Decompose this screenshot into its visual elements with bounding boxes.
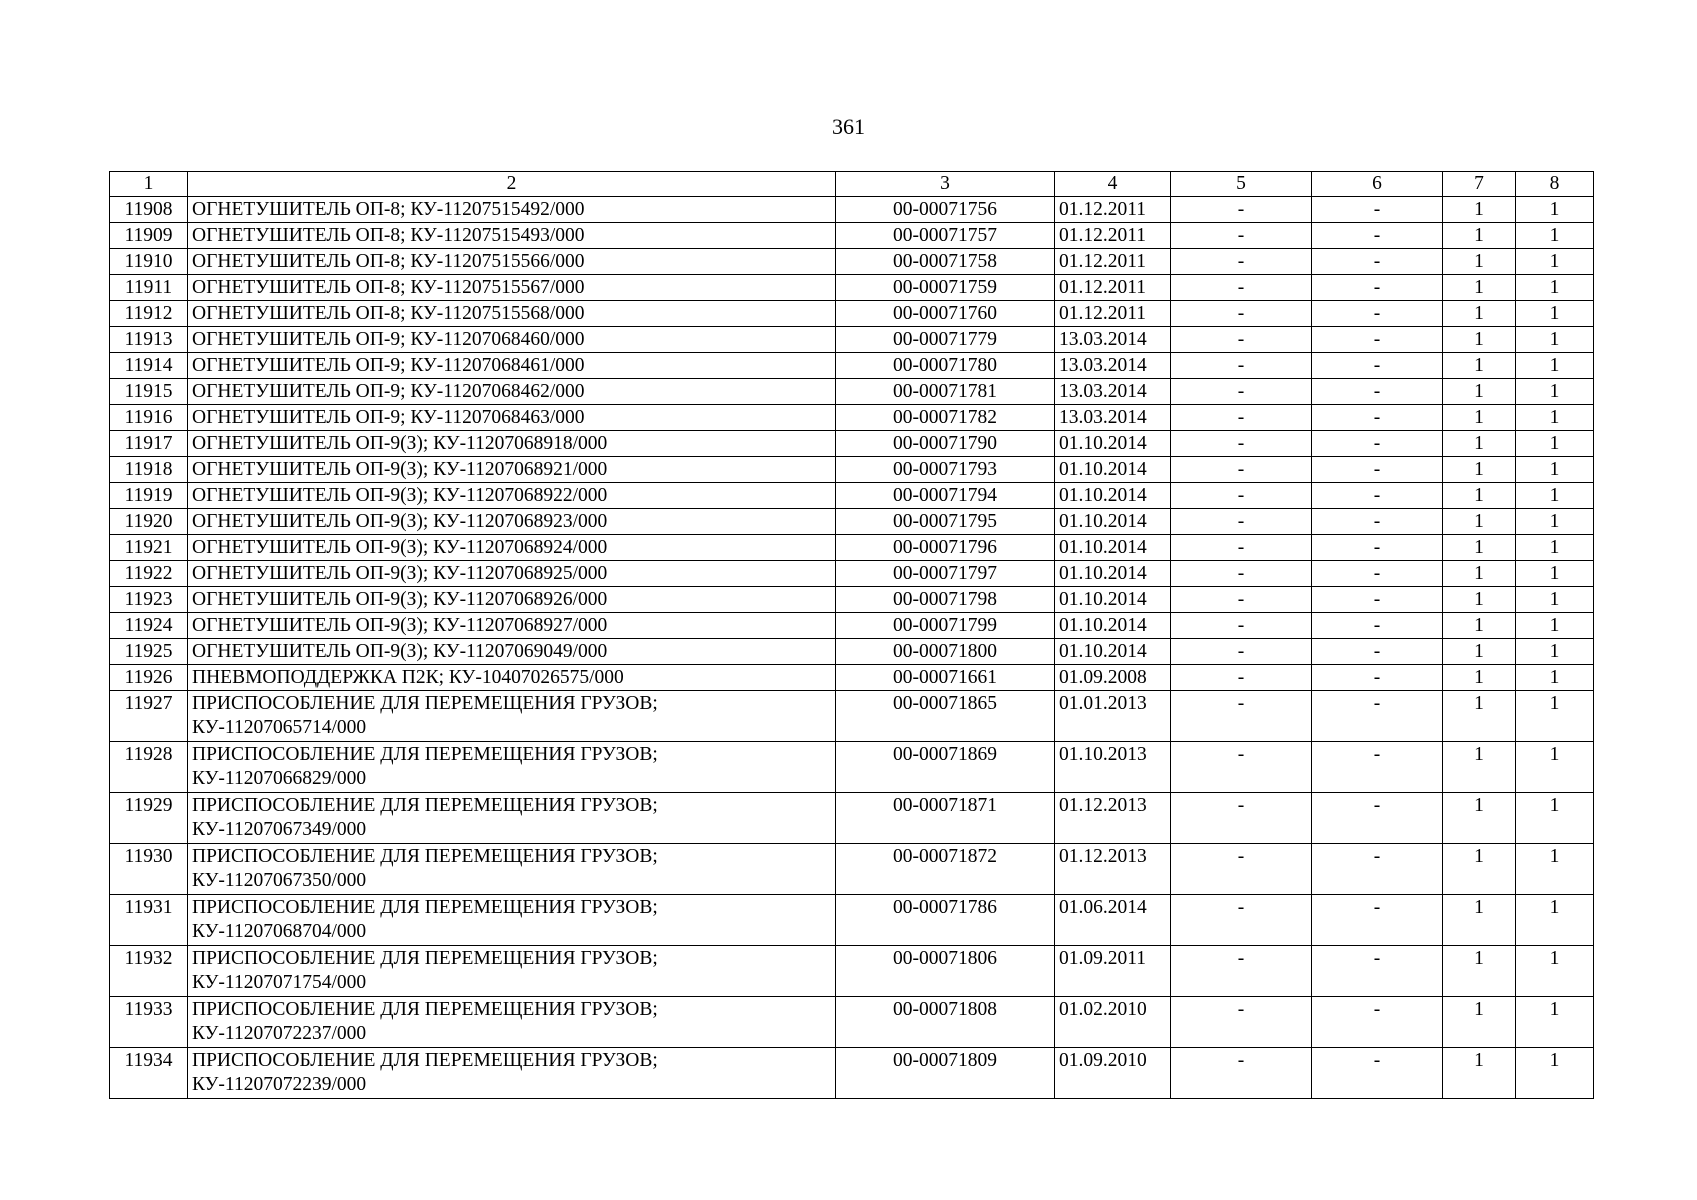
column-8-cell: 1 (1516, 1048, 1594, 1099)
date-cell: 01.06.2014 (1055, 895, 1171, 946)
date-cell: 01.01.2013 (1055, 691, 1171, 742)
column-5-cell: - (1171, 895, 1312, 946)
item-name-cell (188, 327, 836, 353)
column-header-3: 3 (836, 172, 1055, 197)
item-name-cell (188, 742, 836, 793)
column-header-7: 7 (1443, 172, 1516, 197)
column-6-cell: - (1312, 793, 1443, 844)
date-cell: 01.10.2014 (1055, 431, 1171, 457)
date-cell: 01.12.2011 (1055, 197, 1171, 223)
column-7-cell: 1 (1443, 561, 1516, 587)
column-7-cell: 1 (1443, 665, 1516, 691)
date-cell: 01.02.2010 (1055, 997, 1171, 1048)
item-name-cell (188, 561, 836, 587)
table-row (110, 895, 1594, 946)
column-8-cell: 1 (1516, 509, 1594, 535)
column-5-cell: - (1171, 561, 1312, 587)
inventory-code-cell: 00-00071871 (836, 793, 1055, 844)
item-name-cell (188, 997, 836, 1048)
column-6-cell: - (1312, 301, 1443, 327)
column-6-cell: - (1312, 379, 1443, 405)
inventory-code-cell: 00-00071794 (836, 483, 1055, 509)
column-5-cell: - (1171, 431, 1312, 457)
inventory-code-cell: 00-00071782 (836, 405, 1055, 431)
column-6-cell: - (1312, 457, 1443, 483)
item-name-cell (188, 353, 836, 379)
inventory-code-cell: 00-00071661 (836, 665, 1055, 691)
item-name-cell (188, 895, 836, 946)
column-7-cell: 1 (1443, 405, 1516, 431)
column-6-cell: - (1312, 327, 1443, 353)
table-row (110, 1048, 1594, 1099)
row-number-cell: 11925 (110, 639, 188, 665)
column-5-cell: - (1171, 223, 1312, 249)
column-8-cell: 1 (1516, 353, 1594, 379)
date-cell: 01.12.2011 (1055, 275, 1171, 301)
item-name-cell (188, 249, 836, 275)
item-name-line: ОГНЕТУШИТЕЛЬ ОП-9(З); КУ-11207068924/000 (192, 537, 608, 558)
date-cell: 01.12.2011 (1055, 249, 1171, 275)
row-number-cell: 11923 (110, 587, 188, 613)
column-5-cell: - (1171, 844, 1312, 895)
item-name-cell (188, 197, 836, 223)
column-8-cell: 1 (1516, 223, 1594, 249)
column-7-cell: 1 (1443, 249, 1516, 275)
item-name-cell (188, 665, 836, 691)
column-6-cell: - (1312, 613, 1443, 639)
column-8-cell: 1 (1516, 327, 1594, 353)
column-6-cell: - (1312, 483, 1443, 509)
column-6-cell: - (1312, 353, 1443, 379)
registry-table (109, 171, 1594, 1099)
column-7-cell: 1 (1443, 844, 1516, 895)
item-name-line: КУ-11207065714/000 (192, 717, 367, 738)
column-8-cell: 1 (1516, 301, 1594, 327)
row-number-cell: 11910 (110, 249, 188, 275)
item-name-cell (188, 509, 836, 535)
row-number-cell: 11909 (110, 223, 188, 249)
column-6-cell: - (1312, 587, 1443, 613)
column-7-cell: 1 (1443, 691, 1516, 742)
column-8-cell: 1 (1516, 249, 1594, 275)
column-7-cell: 1 (1443, 997, 1516, 1048)
column-8-cell: 1 (1516, 997, 1594, 1048)
table-row (110, 483, 1594, 509)
item-name-line: ОГНЕТУШИТЕЛЬ ОП-8; КУ-11207515566/000 (192, 251, 585, 272)
column-5-cell: - (1171, 509, 1312, 535)
inventory-code-cell: 00-00071793 (836, 457, 1055, 483)
item-name-line: ОГНЕТУШИТЕЛЬ ОП-9; КУ-11207068463/000 (192, 407, 585, 428)
item-name-line: ПРИСПОСОБЛЕНИЕ ДЛЯ ПЕРЕМЕЩЕНИЯ ГРУЗОВ; (192, 948, 658, 969)
table-row (110, 613, 1594, 639)
column-8-cell: 1 (1516, 742, 1594, 793)
item-name-cell (188, 844, 836, 895)
inventory-code-cell: 00-00071806 (836, 946, 1055, 997)
date-cell: 01.09.2008 (1055, 665, 1171, 691)
row-number-cell: 11919 (110, 483, 188, 509)
date-cell: 01.10.2013 (1055, 742, 1171, 793)
column-header-4: 4 (1055, 172, 1171, 197)
column-6-cell: - (1312, 509, 1443, 535)
table-row (110, 275, 1594, 301)
table-row (110, 457, 1594, 483)
inventory-code-cell: 00-00071798 (836, 587, 1055, 613)
column-8-cell: 1 (1516, 793, 1594, 844)
column-6-cell: - (1312, 997, 1443, 1048)
inventory-code-cell: 00-00071808 (836, 997, 1055, 1048)
column-8-cell: 1 (1516, 561, 1594, 587)
table-row (110, 561, 1594, 587)
column-5-cell: - (1171, 535, 1312, 561)
row-number-cell: 11932 (110, 946, 188, 997)
row-number-cell: 11918 (110, 457, 188, 483)
item-name-line: ОГНЕТУШИТЕЛЬ ОП-9; КУ-11207068461/000 (192, 355, 585, 376)
column-6-cell: - (1312, 561, 1443, 587)
column-6-cell: - (1312, 742, 1443, 793)
column-8-cell: 1 (1516, 197, 1594, 223)
column-8-cell: 1 (1516, 275, 1594, 301)
column-8-cell: 1 (1516, 483, 1594, 509)
item-name-line: ОГНЕТУШИТЕЛЬ ОП-9; КУ-11207068460/000 (192, 329, 585, 350)
item-name-cell (188, 301, 836, 327)
table-row (110, 327, 1594, 353)
item-name-line: ОГНЕТУШИТЕЛЬ ОП-9(З); КУ-11207069049/000 (192, 641, 608, 662)
column-7-cell: 1 (1443, 639, 1516, 665)
row-number-cell: 11922 (110, 561, 188, 587)
item-name-line: ПРИСПОСОБЛЕНИЕ ДЛЯ ПЕРЕМЕЩЕНИЯ ГРУЗОВ; (192, 999, 658, 1020)
row-number-cell: 11920 (110, 509, 188, 535)
item-name-line: КУ-11207067349/000 (192, 819, 367, 840)
table-row (110, 793, 1594, 844)
row-number-cell: 11927 (110, 691, 188, 742)
item-name-line: ПРИСПОСОБЛЕНИЕ ДЛЯ ПЕРЕМЕЩЕНИЯ ГРУЗОВ; (192, 795, 658, 816)
column-6-cell: - (1312, 275, 1443, 301)
table-row (110, 431, 1594, 457)
table-row (110, 587, 1594, 613)
column-7-cell: 1 (1443, 457, 1516, 483)
column-header-1: 1 (110, 172, 188, 197)
item-name-line: ОГНЕТУШИТЕЛЬ ОП-8; КУ-11207515567/000 (192, 277, 585, 298)
inventory-code-cell: 00-00071790 (836, 431, 1055, 457)
column-5-cell: - (1171, 665, 1312, 691)
item-name-line: ОГНЕТУШИТЕЛЬ ОП-9; КУ-11207068462/000 (192, 381, 585, 402)
item-name-line: ПРИСПОСОБЛЕНИЕ ДЛЯ ПЕРЕМЕЩЕНИЯ ГРУЗОВ; (192, 744, 658, 765)
row-number-cell: 11911 (110, 275, 188, 301)
date-cell: 13.03.2014 (1055, 327, 1171, 353)
column-6-cell: - (1312, 639, 1443, 665)
column-6-cell: - (1312, 431, 1443, 457)
item-name-cell (188, 483, 836, 509)
item-name-cell (188, 405, 836, 431)
column-header-5: 5 (1171, 172, 1312, 197)
column-8-cell: 1 (1516, 665, 1594, 691)
row-number-cell: 11926 (110, 665, 188, 691)
column-8-cell: 1 (1516, 405, 1594, 431)
column-8-cell: 1 (1516, 639, 1594, 665)
table-row (110, 639, 1594, 665)
item-name-line: ПРИСПОСОБЛЕНИЕ ДЛЯ ПЕРЕМЕЩЕНИЯ ГРУЗОВ; (192, 846, 658, 867)
item-name-line: КУ-11207066829/000 (192, 768, 367, 789)
column-5-cell: - (1171, 457, 1312, 483)
date-cell: 01.12.2011 (1055, 223, 1171, 249)
column-6-cell: - (1312, 691, 1443, 742)
page-number: 361 (832, 114, 865, 139)
column-5-cell: - (1171, 793, 1312, 844)
date-cell: 01.12.2013 (1055, 844, 1171, 895)
item-name-cell (188, 1048, 836, 1099)
column-7-cell: 1 (1443, 223, 1516, 249)
item-name-cell (188, 587, 836, 613)
column-6-cell: - (1312, 405, 1443, 431)
date-cell: 13.03.2014 (1055, 405, 1171, 431)
column-7-cell: 1 (1443, 793, 1516, 844)
column-7-cell: 1 (1443, 587, 1516, 613)
inventory-code-cell: 00-00071780 (836, 353, 1055, 379)
column-7-cell: 1 (1443, 535, 1516, 561)
table-row (110, 844, 1594, 895)
table-row (110, 197, 1594, 223)
date-cell: 01.10.2014 (1055, 509, 1171, 535)
table-row (110, 353, 1594, 379)
table-row (110, 742, 1594, 793)
column-7-cell: 1 (1443, 946, 1516, 997)
item-name-line: ПРИСПОСОБЛЕНИЕ ДЛЯ ПЕРЕМЕЩЕНИЯ ГРУЗОВ; (192, 897, 658, 918)
date-cell: 01.10.2014 (1055, 483, 1171, 509)
column-6-cell: - (1312, 946, 1443, 997)
column-8-cell: 1 (1516, 844, 1594, 895)
row-number-cell: 11913 (110, 327, 188, 353)
date-cell: 01.12.2013 (1055, 793, 1171, 844)
item-name-cell (188, 431, 836, 457)
column-8-cell: 1 (1516, 946, 1594, 997)
column-7-cell: 1 (1443, 895, 1516, 946)
table-row (110, 535, 1594, 561)
row-number-cell: 11928 (110, 742, 188, 793)
row-number-cell: 11934 (110, 1048, 188, 1099)
item-name-line: ОГНЕТУШИТЕЛЬ ОП-9(З); КУ-11207068921/000 (192, 459, 608, 480)
column-8-cell: 1 (1516, 379, 1594, 405)
table-row (110, 665, 1594, 691)
inventory-code-cell: 00-00071865 (836, 691, 1055, 742)
item-name-cell (188, 946, 836, 997)
item-name-cell (188, 275, 836, 301)
item-name-line: ОГНЕТУШИТЕЛЬ ОП-8; КУ-11207515493/000 (192, 225, 585, 246)
column-5-cell: - (1171, 946, 1312, 997)
inventory-code-cell: 00-00071757 (836, 223, 1055, 249)
column-7-cell: 1 (1443, 197, 1516, 223)
inventory-code-cell: 00-00071760 (836, 301, 1055, 327)
column-7-cell: 1 (1443, 275, 1516, 301)
column-5-cell: - (1171, 483, 1312, 509)
column-6-cell: - (1312, 197, 1443, 223)
date-cell: 01.10.2014 (1055, 613, 1171, 639)
row-number-cell: 11916 (110, 405, 188, 431)
column-6-cell: - (1312, 249, 1443, 275)
column-5-cell: - (1171, 639, 1312, 665)
inventory-code-cell: 00-00071799 (836, 613, 1055, 639)
item-name-line: КУ-11207072237/000 (192, 1023, 367, 1044)
row-number-cell: 11924 (110, 613, 188, 639)
column-6-cell: - (1312, 535, 1443, 561)
date-cell: 13.03.2014 (1055, 353, 1171, 379)
item-name-cell (188, 457, 836, 483)
row-number-cell: 11914 (110, 353, 188, 379)
inventory-code-cell: 00-00071779 (836, 327, 1055, 353)
inventory-code-cell: 00-00071756 (836, 197, 1055, 223)
column-5-cell: - (1171, 587, 1312, 613)
table-row (110, 301, 1594, 327)
inventory-code-cell: 00-00071872 (836, 844, 1055, 895)
column-5-cell: - (1171, 742, 1312, 793)
column-header-8: 8 (1516, 172, 1594, 197)
header-row (110, 172, 1594, 197)
column-7-cell: 1 (1443, 1048, 1516, 1099)
column-8-cell: 1 (1516, 431, 1594, 457)
item-name-cell (188, 379, 836, 405)
item-name-line: КУ-11207067350/000 (192, 870, 367, 891)
item-name-line: ПРИСПОСОБЛЕНИЕ ДЛЯ ПЕРЕМЕЩЕНИЯ ГРУЗОВ; (192, 1050, 658, 1071)
inventory-code-cell: 00-00071759 (836, 275, 1055, 301)
row-number-cell: 11930 (110, 844, 188, 895)
item-name-line: ОГНЕТУШИТЕЛЬ ОП-8; КУ-11207515568/000 (192, 303, 585, 324)
column-6-cell: - (1312, 665, 1443, 691)
item-name-line: ОГНЕТУШИТЕЛЬ ОП-9(З); КУ-11207068918/000 (192, 433, 608, 454)
inventory-code-cell: 00-00071796 (836, 535, 1055, 561)
date-cell: 01.12.2011 (1055, 301, 1171, 327)
item-name-cell (188, 639, 836, 665)
item-name-line: ОГНЕТУШИТЕЛЬ ОП-8; КУ-11207515492/000 (192, 199, 585, 220)
date-cell: 01.10.2014 (1055, 639, 1171, 665)
row-number-cell: 11929 (110, 793, 188, 844)
item-name-line: ОГНЕТУШИТЕЛЬ ОП-9(З); КУ-11207068922/000 (192, 485, 608, 506)
column-8-cell: 1 (1516, 613, 1594, 639)
column-5-cell: - (1171, 249, 1312, 275)
column-5-cell: - (1171, 1048, 1312, 1099)
inventory-code-cell: 00-00071869 (836, 742, 1055, 793)
column-6-cell: - (1312, 895, 1443, 946)
column-header-2: 2 (188, 172, 836, 197)
column-5-cell: - (1171, 275, 1312, 301)
item-name-line: ОГНЕТУШИТЕЛЬ ОП-9(З); КУ-11207068925/000 (192, 563, 608, 584)
column-5-cell: - (1171, 197, 1312, 223)
column-7-cell: 1 (1443, 431, 1516, 457)
table-row (110, 223, 1594, 249)
column-8-cell: 1 (1516, 535, 1594, 561)
item-name-line: ОГНЕТУШИТЕЛЬ ОП-9(З); КУ-11207068923/000 (192, 511, 608, 532)
item-name-line: ПРИСПОСОБЛЕНИЕ ДЛЯ ПЕРЕМЕЩЕНИЯ ГРУЗОВ; (192, 693, 658, 714)
table-row (110, 691, 1594, 742)
item-name-cell (188, 223, 836, 249)
column-header-6: 6 (1312, 172, 1443, 197)
item-name-line: ОГНЕТУШИТЕЛЬ ОП-9(З); КУ-11207068926/000 (192, 589, 608, 610)
date-cell: 01.09.2010 (1055, 1048, 1171, 1099)
column-5-cell: - (1171, 379, 1312, 405)
column-5-cell: - (1171, 997, 1312, 1048)
column-7-cell: 1 (1443, 483, 1516, 509)
row-number-cell: 11915 (110, 379, 188, 405)
date-cell: 01.10.2014 (1055, 535, 1171, 561)
table-row (110, 379, 1594, 405)
table-body (110, 197, 1594, 1099)
item-name-line: ОГНЕТУШИТЕЛЬ ОП-9(З); КУ-11207068927/000 (192, 615, 608, 636)
row-number-cell: 11917 (110, 431, 188, 457)
inventory-code-cell: 00-00071800 (836, 639, 1055, 665)
column-5-cell: - (1171, 613, 1312, 639)
date-cell: 01.10.2014 (1055, 457, 1171, 483)
item-name-line: КУ-11207072239/000 (192, 1074, 367, 1095)
item-name-cell (188, 793, 836, 844)
inventory-code-cell: 00-00071781 (836, 379, 1055, 405)
item-name-line: КУ-11207068704/000 (192, 921, 367, 942)
column-7-cell: 1 (1443, 327, 1516, 353)
table-row (110, 946, 1594, 997)
column-7-cell: 1 (1443, 379, 1516, 405)
item-name-cell (188, 691, 836, 742)
column-5-cell: - (1171, 327, 1312, 353)
date-cell: 01.09.2011 (1055, 946, 1171, 997)
column-8-cell: 1 (1516, 895, 1594, 946)
column-8-cell: 1 (1516, 691, 1594, 742)
table-row (110, 249, 1594, 275)
inventory-code-cell: 00-00071809 (836, 1048, 1055, 1099)
table-row (110, 405, 1594, 431)
row-number-cell: 11931 (110, 895, 188, 946)
date-cell: 01.10.2014 (1055, 561, 1171, 587)
item-name-cell (188, 535, 836, 561)
column-5-cell: - (1171, 353, 1312, 379)
inventory-code-cell: 00-00071795 (836, 509, 1055, 535)
column-5-cell: - (1171, 301, 1312, 327)
inventory-code-cell: 00-00071797 (836, 561, 1055, 587)
column-6-cell: - (1312, 844, 1443, 895)
column-7-cell: 1 (1443, 509, 1516, 535)
column-6-cell: - (1312, 223, 1443, 249)
item-name-line: ПНЕВМОПОДДЕРЖКА П2К; КУ-10407026575/000 (192, 667, 624, 688)
inventory-code-cell: 00-00071758 (836, 249, 1055, 275)
table-row (110, 509, 1594, 535)
row-number-cell: 11908 (110, 197, 188, 223)
column-7-cell: 1 (1443, 353, 1516, 379)
row-number-cell: 11912 (110, 301, 188, 327)
row-number-cell: 11933 (110, 997, 188, 1048)
column-8-cell: 1 (1516, 457, 1594, 483)
item-name-line: КУ-11207071754/000 (192, 972, 367, 993)
column-5-cell: - (1171, 691, 1312, 742)
column-6-cell: - (1312, 1048, 1443, 1099)
row-number-cell: 11921 (110, 535, 188, 561)
column-8-cell: 1 (1516, 587, 1594, 613)
column-7-cell: 1 (1443, 613, 1516, 639)
item-name-cell (188, 613, 836, 639)
column-5-cell: - (1171, 405, 1312, 431)
column-7-cell: 1 (1443, 301, 1516, 327)
table-row (110, 997, 1594, 1048)
column-7-cell: 1 (1443, 742, 1516, 793)
date-cell: 13.03.2014 (1055, 379, 1171, 405)
inventory-code-cell: 00-00071786 (836, 895, 1055, 946)
date-cell: 01.10.2014 (1055, 587, 1171, 613)
